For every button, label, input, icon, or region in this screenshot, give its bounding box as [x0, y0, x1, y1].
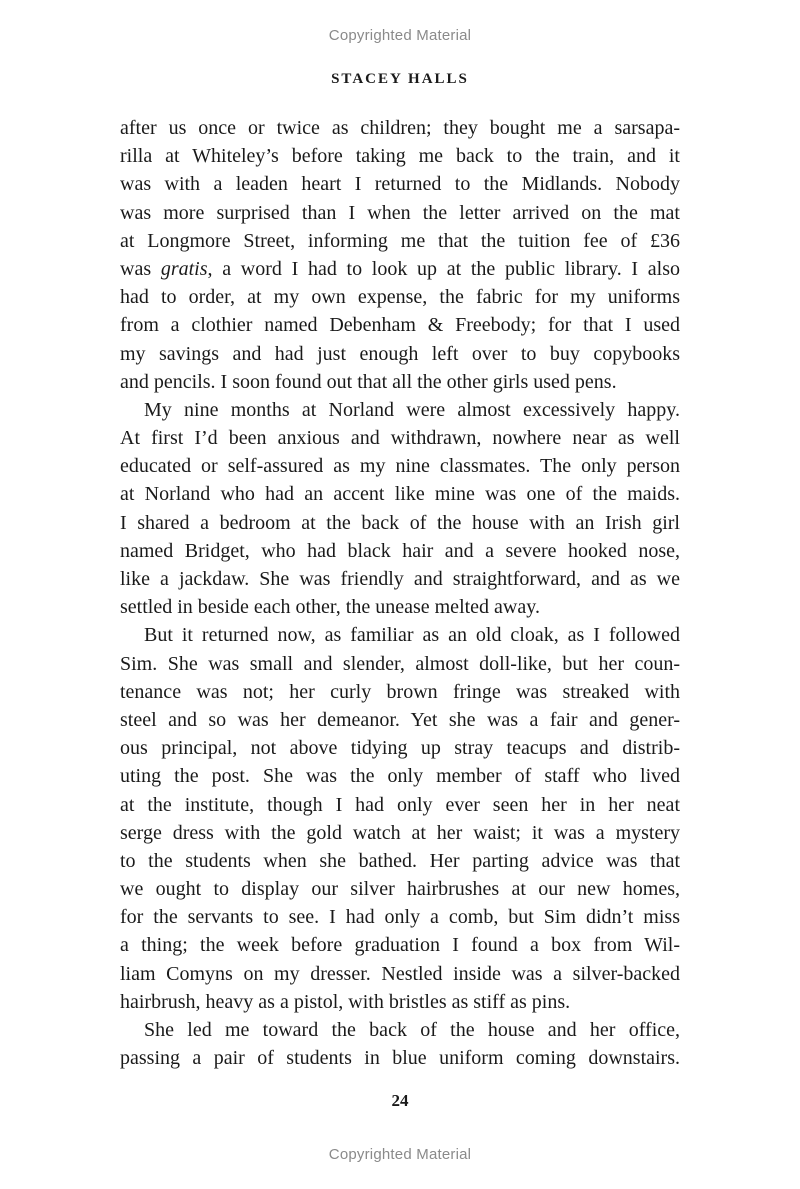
- text-line: My nine months at Norland were almost excessively happy.: [144, 398, 680, 421]
- text-line: rilla at Whiteley’s before taking me back to the train, and it: [120, 145, 680, 168]
- running-head: STACEY HALLS: [331, 71, 469, 87]
- paragraph-2: [120, 396, 680, 622]
- body-text: [120, 114, 680, 1072]
- text-line: after us once or twice as children; they bought me a sarsapa-: [120, 117, 680, 139]
- text-line: from a clothier named Debenham & Freebody; for that I used: [120, 314, 680, 337]
- text-line: at Norland who had an accent like mine was one of the maids.: [120, 483, 680, 506]
- text-line: we ought to display our silver hairbrushes at our new homes,: [120, 878, 680, 901]
- text-line: ous principal, not above tidying up stray teacups and distrib-: [120, 737, 680, 760]
- text-line: But it returned now, as familiar as an old cloak, as I followed: [144, 624, 680, 647]
- text-line: liam Comyns on my dresser. Nestled inside was a silver-backed: [120, 962, 680, 985]
- paragraph-3: [120, 621, 680, 1016]
- text-line: serge dress with the gold watch at her waist; it was a mystery: [120, 821, 680, 844]
- text-line: She led me toward the back of the house and her office,: [144, 1019, 680, 1041]
- text-line: had to order, at my own expense, the fabric for my uniforms: [120, 286, 680, 309]
- italic-word: gratis: [160, 257, 208, 280]
- watermark-top: Copyrighted Material: [328, 27, 472, 44]
- page-number: 24: [391, 1091, 409, 1110]
- text-line: Sim. She was small and slender, almost doll-like, but her coun-: [120, 652, 680, 675]
- text-line: was more surprised than I when the letter arrived on the mat: [120, 201, 680, 224]
- text-line: at the institute, though I had only ever seen her in her neat: [120, 793, 680, 816]
- text-line: like a jackdaw. She was friendly and straightforward, and as we: [120, 568, 680, 590]
- text-line: my savings and had just enough left over to buy copybooks: [120, 342, 680, 365]
- text-line: hairbrush, heavy as a pistol, with bristles as stiff as pins.: [120, 990, 571, 1013]
- text-line: named Bridget, who had black hair and a severe hooked nose,: [120, 539, 680, 562]
- paragraph-4: [120, 1016, 680, 1072]
- text-line: to the students when she bathed. Her parting advice was that: [120, 849, 680, 872]
- watermark-bottom: Copyrighted Material: [328, 1146, 472, 1163]
- text-fragment: was: [120, 257, 161, 280]
- text-line: was with a leaden heart I returned to the Midlands. Nobody: [120, 173, 680, 196]
- paragraph-1: [120, 114, 680, 396]
- text-line: uting the post. She was the only member of staff who lived: [120, 765, 680, 788]
- text-line: At first I’d been anxious and withdrawn, nowhere near as well: [120, 427, 680, 450]
- text-line: for the servants to see. I had only a comb, but Sim didn’t miss: [120, 906, 680, 929]
- text-line: settled in beside each other, the unease melted away.: [120, 596, 540, 619]
- text-line: passing a pair of students in blue uniform coming downstairs.: [120, 1047, 680, 1070]
- text-line: I shared a bedroom at the back of the house with an Irish girl: [120, 511, 680, 534]
- text-fragment: , a word I had to look up at the public library. I also: [207, 257, 680, 280]
- text-line: tenance was not; her curly brown fringe was streaked with: [120, 680, 680, 703]
- text-line: and pencils. I soon found out that all the other girls used pens.: [120, 370, 617, 393]
- text-line-with-italic: [120, 255, 680, 283]
- text-line: steel and so was her demeanor. Yet she was a fair and gener-: [120, 708, 680, 731]
- text-line: educated or self-assured as my nine classmates. The only person: [120, 455, 680, 478]
- text-line: a thing; the week before graduation I found a box from Wil-: [120, 934, 680, 957]
- text-line: at Longmore Street, informing me that the tuition fee of £36: [120, 229, 680, 252]
